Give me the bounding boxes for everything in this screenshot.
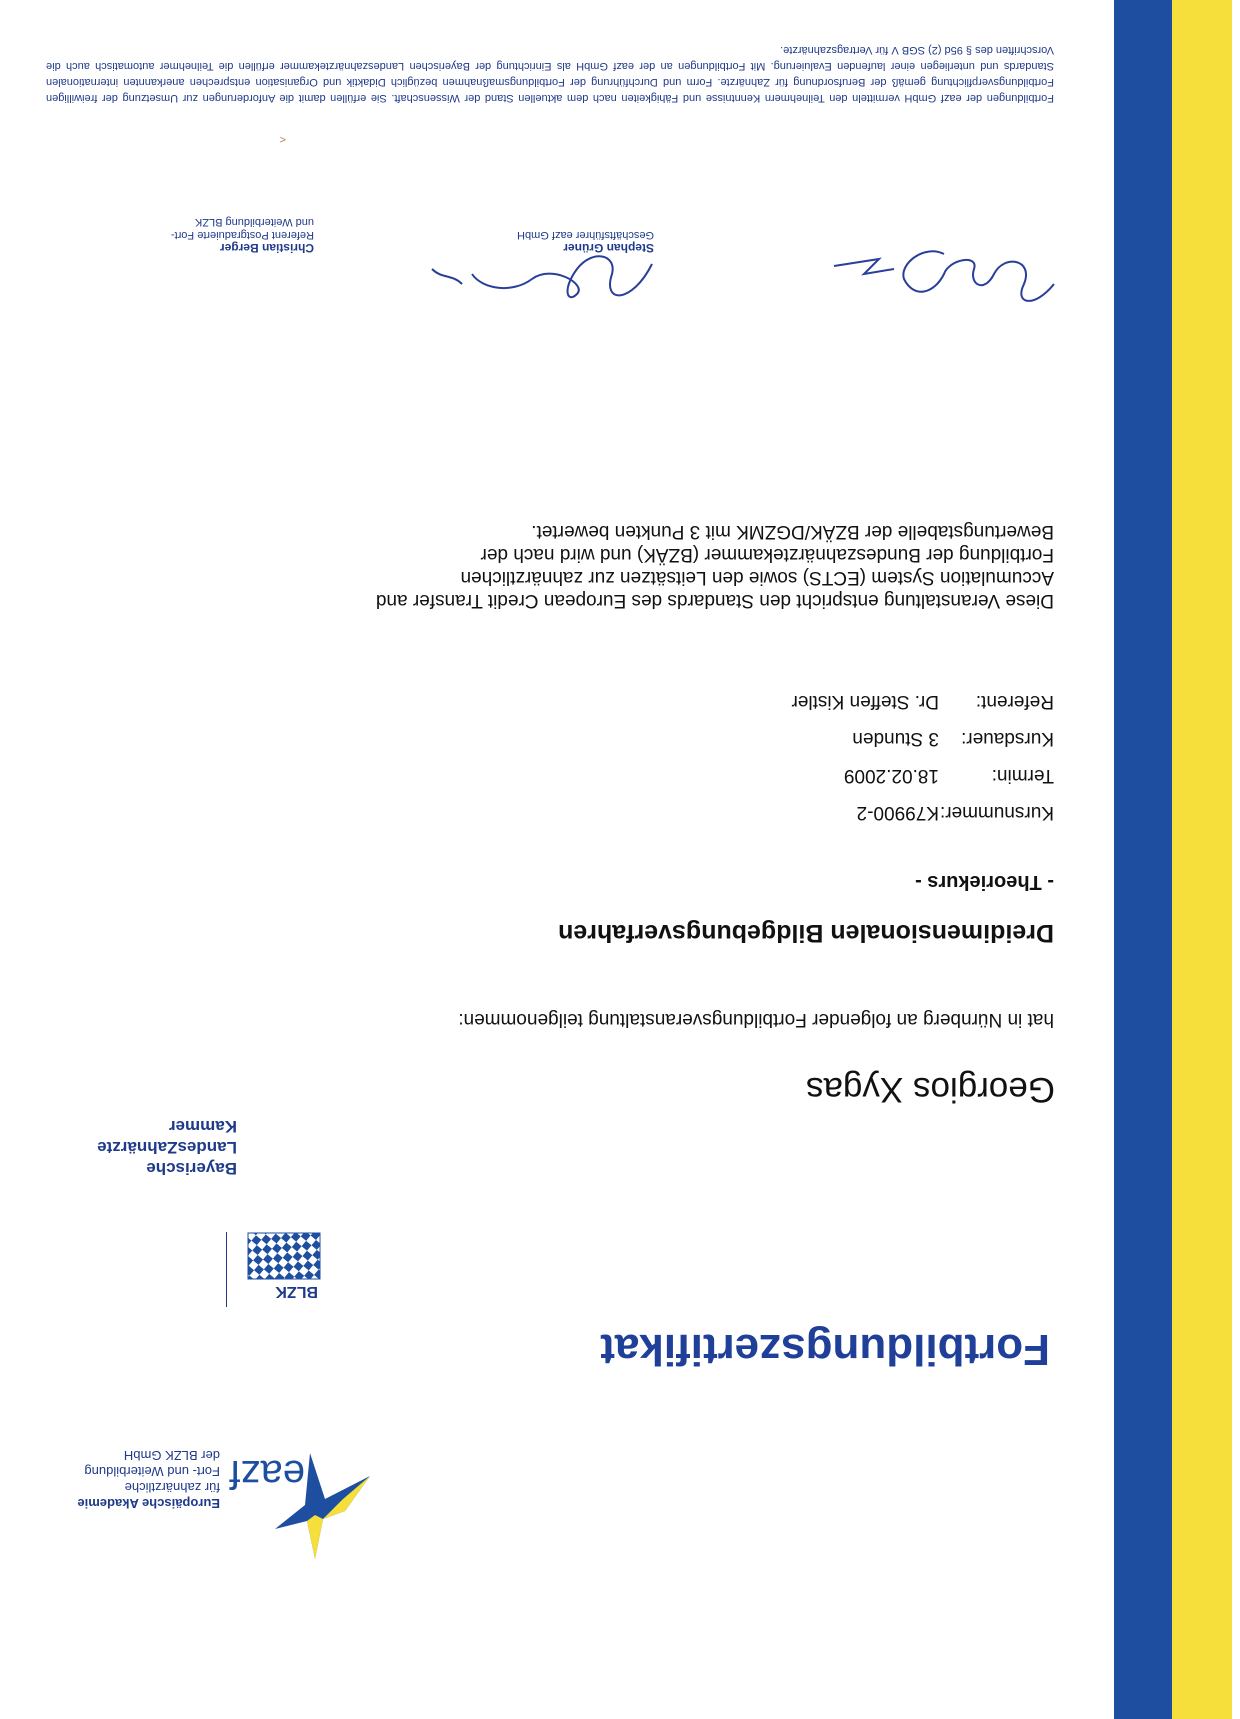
chamber-name	[37, 1116, 237, 1179]
detail-value: K79900-2	[856, 802, 939, 823]
chamber-line: Kammer	[168, 1117, 237, 1136]
detail-label: Termin:	[991, 765, 1054, 786]
eazf-logo	[225, 1441, 385, 1571]
detail-row-date	[792, 757, 1055, 794]
signature-block-right	[171, 215, 314, 254]
detail-row-duration	[792, 720, 1055, 757]
detail-label: Kursnummer:	[939, 802, 1054, 823]
signatory-name: Christian Berger	[219, 241, 314, 255]
signature-block-left	[517, 228, 654, 254]
ects-statement: Diese Veranstaltung entspricht den Standards des European Credit Transfer and Accumulation System (ECTS) sowie den Leitsätzen zur zahnärztlichen Fortbildung der Bundeszahnärztekammer (BZÄK) und wird nach der Bewertungstabelle der BZÄK/DGZMK mit 3 Punkten bewertet.	[375, 521, 1054, 611]
blzk-logo	[232, 1229, 322, 1309]
detail-row-lecturer	[792, 683, 1055, 720]
course-title: Dreidimensionalen Bildgebungsverfahren	[558, 919, 1054, 947]
blzk-logo-text: BLZK	[275, 1283, 318, 1300]
footer-disclaimer: Fortbildungen der eazf GmbH vermitteln den Teilnehmern Kenntnisse und Fähigkeiten nach dem aktuellen Stand der Wissenschaft. Sie erfüllen damit die Anforderungen zur Umsetzung der freiwilligen Fortbildungsverpflichtung gemäß der Berufsordnung für Zahnärzte. Form und Durchführung der Fortbildungsmaßnahmen bezüglich Didaktik und Organisation entsprechen anerkannten internationalen Standards und unterliegen einer laufenden Evaluierung. Mit Fortbildungen an der eazf GmbH als Einrichtung der Bayerischen Landeszahnärztekammer erfüllen die Teilnehmer automatisch auch die Vorschriften des § 95d (2) SGB V für Vertragszahnärzte.	[46, 44, 1054, 104]
margin-mark: <	[279, 133, 286, 145]
blue-stripe	[1114, 0, 1172, 1719]
course-details	[792, 683, 1055, 831]
signature-graphic	[804, 234, 1064, 314]
eazf-logo-text: eazf	[229, 1452, 305, 1496]
academy-line: Fort- und Weiterbildung	[84, 1464, 220, 1479]
yellow-stripe	[1172, 0, 1232, 1719]
signatory-role: Geschäftsführer eazf GmbH	[517, 229, 654, 241]
detail-label: Referent:	[975, 691, 1054, 712]
detail-label: Kursdauer:	[961, 728, 1054, 749]
course-type: - Theoriekurs -	[915, 871, 1054, 893]
chamber-line: Bayerische	[146, 1159, 237, 1178]
signatory-name: Stephan Grüner	[563, 241, 654, 255]
detail-row-course-number	[792, 794, 1055, 831]
signatory-role: Referent Postgraduierte Fort-	[170, 229, 314, 241]
academy-line: der BLZK GmbH	[123, 1448, 220, 1463]
academy-line: für zahnärztliche	[124, 1480, 220, 1495]
detail-value: 18.02.2009	[843, 765, 939, 786]
certificate-title: Fortbildungszertifikat	[600, 1325, 1050, 1374]
signatory-role: und Weiterbildung BLZK	[194, 216, 314, 228]
detail-value: Dr. Steffen Kistler	[791, 691, 939, 712]
academy-name	[20, 1447, 220, 1511]
chamber-line: LandesZahnärzte	[97, 1138, 237, 1157]
participant-name: Georgios Xygas	[805, 1070, 1055, 1109]
academy-line: Europäische Akademie	[77, 1496, 220, 1511]
logo-divider	[226, 1232, 227, 1307]
intro-text: hat in Nürnberg an folgender Fortbildungsveranstaltung teilgenommen:	[458, 1009, 1054, 1030]
detail-value: 3 Stunden	[852, 728, 939, 749]
